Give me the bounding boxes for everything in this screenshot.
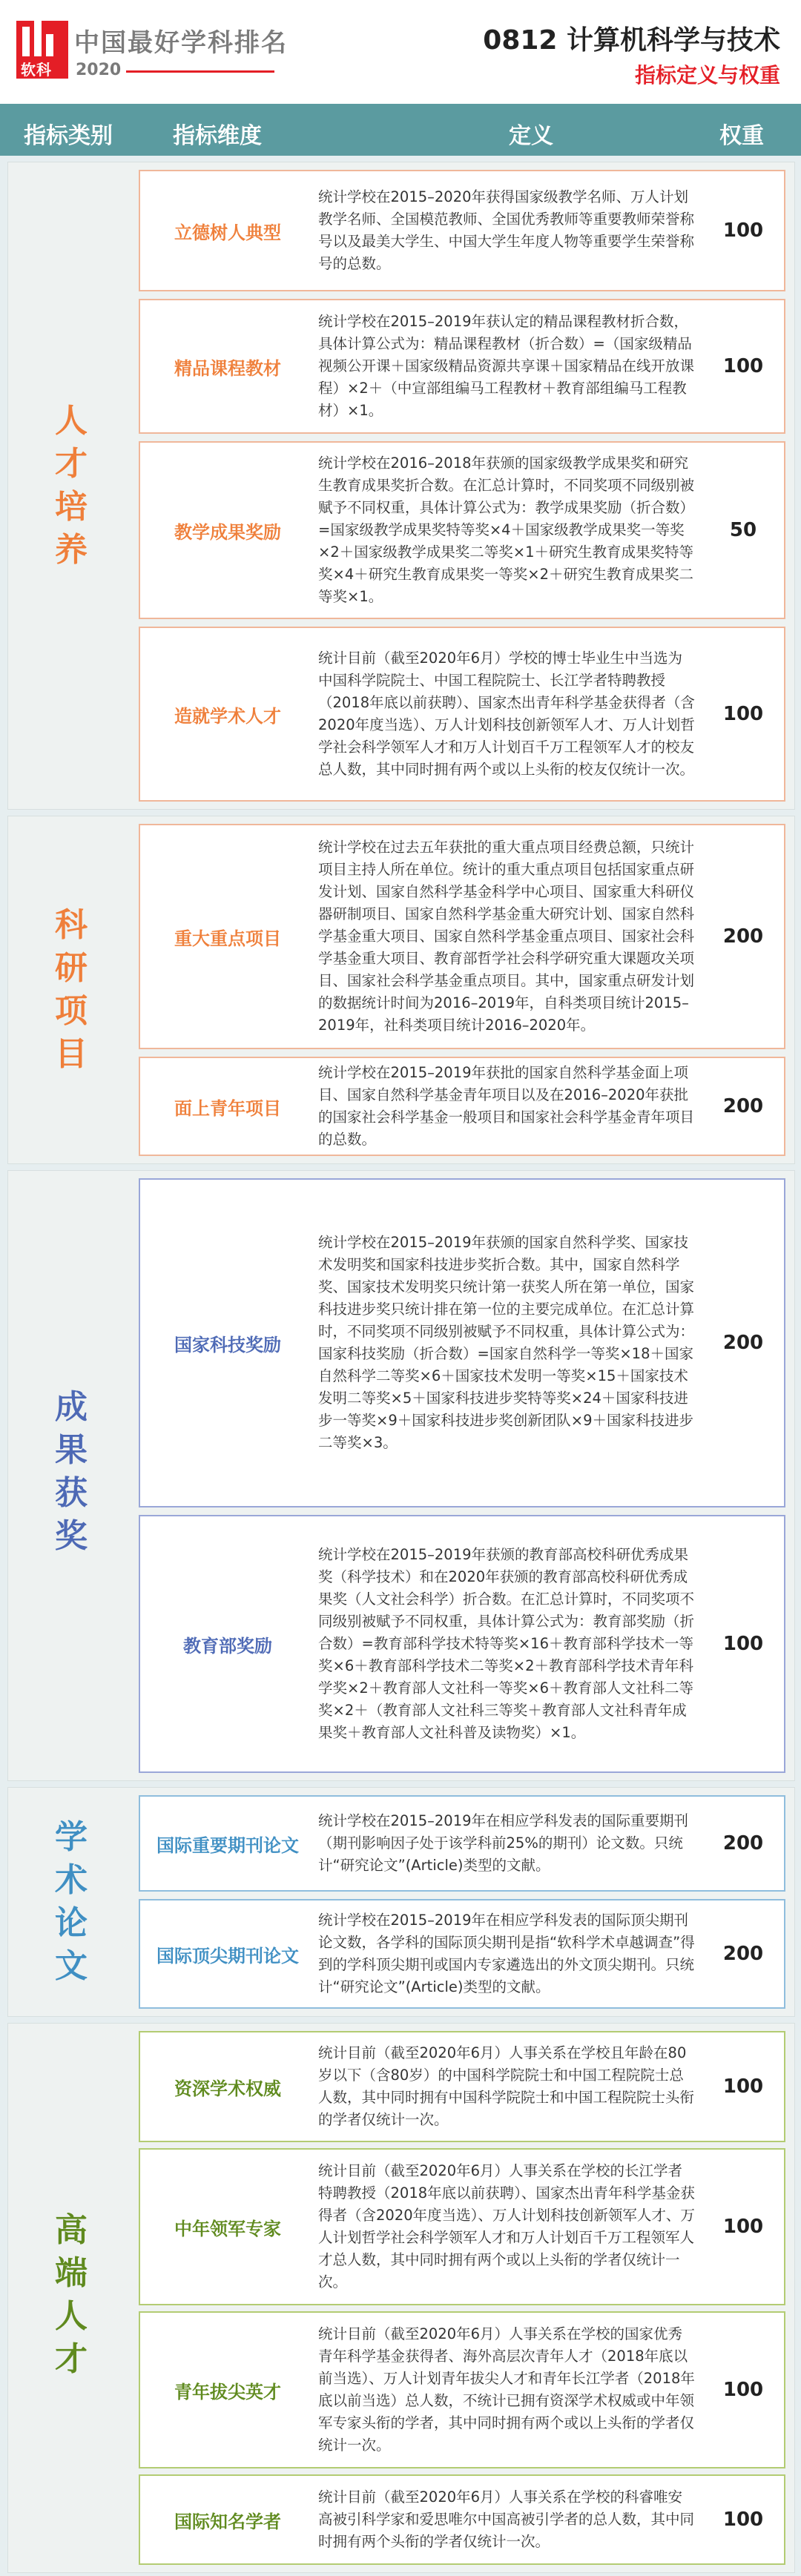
category-label: 学 术 论 文 <box>55 1818 88 1985</box>
table-row <box>139 1795 785 1892</box>
table-row <box>139 441 785 619</box>
section-awards <box>7 1170 795 1781</box>
definition-text: 统计学校在2015–2019年获颁的教育部高校科研优秀成果奖（科学技术）和在2020年获颁的教育部高校科研优秀成果奖（人文社会科学）折合数。在汇总计算时，不同奖项不同级别被赋予不同权重，具体计算公式为：教育部奖励（折合数）=教育部科学技术特等奖×16＋教育部科学技术一等奖×6＋教育部科学技术二等奖×2＋教育部科学技术青年科学奖×2＋教育部人文社科一等奖×6＋教育部人文社科二等奖×2＋（教育部人文社科三等奖＋教育部人文社科青年成果奖＋教育部人文社科普及读物奖）×1。 <box>318 1546 695 1741</box>
weight-value: 100 <box>722 1633 764 1655</box>
definition-text: 统计学校在过去五年获批的重大重点项目经费总额，只统计项目主持人所在单位。统计的重大重点项目包括国家重点研发计划、国家自然科学基金科学中心项目、国家重大科研仪器研制项目、国家自然科学基金重大研究计划、国家自然科学基金重大项目、国家自然科学基金重点项目、国家社会科学基金重大项目、教育部哲学社会科学研究重大课题攻关项目、国家社会科学基金重点项目。其中，国家重点研发计划的数据统计时间为2016–2019年，自科类项目统计2015–2019年，社科类项目统计2016–2020年。 <box>318 839 695 1034</box>
weight-value: 200 <box>722 1943 764 1965</box>
definition-text: 统计学校在2015–2019年在相应学科发表的国际顶尖期刊论文数，各学科的国际顶尖期刊是指“软科学术卓越调查”得到的学科顶尖期刊或国内专家遴选出的外文顶尖期刊。只统计“研究论文”(Article)类型的文献。 <box>318 1912 695 1995</box>
dimension-label: 国家科技奖励 <box>174 1334 281 1355</box>
weight-value: 200 <box>722 925 764 948</box>
dimension-label: 造就学术人才 <box>174 705 281 727</box>
table-header <box>0 104 801 156</box>
dimension-label: 资深学术权威 <box>174 2078 281 2099</box>
weight-value: 100 <box>722 2509 764 2531</box>
header-category: 指标类别 <box>24 123 113 149</box>
table-row <box>139 2311 785 2468</box>
dimension-label: 立德树人典型 <box>174 222 281 243</box>
subject-subtitle: 指标定义与权重 <box>634 63 780 87</box>
page-header <box>0 0 801 104</box>
category-label: 科 研 项 目 <box>55 906 88 1073</box>
dimension-label: 中年领军专家 <box>174 2218 281 2239</box>
table-row <box>139 2031 785 2142</box>
table-row <box>139 1515 785 1773</box>
table-row <box>139 2148 785 2305</box>
definition-text: 统计目前（截至2020年6月）人事关系在学校的长江学者特聘教授（2018年底以前获聘）、国家杰出青年科学基金获得者（含2020年度当选）、万人计划科技创新领军人才、万人计划哲学社会科学领军人才和万人计划百千万工程领军人才总人数，其中同时拥有两个或以上头衔的学者仅统计一次。 <box>318 2162 695 2291</box>
category-label: 人 才 培 养 <box>55 402 88 569</box>
definition-text: 统计目前（截至2020年6月）人事关系在学校的科睿唯安高被引科学家和爱思唯尔中国高被引学者的总人数，其中同时拥有两个头衔的学者仅统计一次。 <box>318 2489 695 2550</box>
weight-value: 200 <box>722 1332 764 1354</box>
header-definition: 定义 <box>509 123 553 149</box>
logo-text: 软科 <box>21 61 52 79</box>
definition-text: 统计学校在2015–2019年在相应学科发表的国际重要期刊（期刊影响因子处于该学科前25%的期刊）论文数。只统计“研究论文”(Article)类型的文献。 <box>318 1812 689 1874</box>
section-academic-papers <box>7 1787 795 2017</box>
weight-value: 200 <box>722 1095 764 1117</box>
weight-value: 100 <box>722 2075 764 2098</box>
subject-title: 0812 计算机科学与技术 <box>483 25 780 56</box>
ranking-logo <box>16 21 68 79</box>
dimension-label: 教育部奖励 <box>183 1635 272 1657</box>
table-row <box>139 170 785 291</box>
table-row <box>139 2474 785 2565</box>
weight-value: 100 <box>722 219 764 242</box>
category-label: 高 端 人 才 <box>55 2211 88 2378</box>
definition-text: 统计学校在2015–2020年获得国家级教学名师、万人计划教学名师、全国模范教师、全国优秀教师等重要教师荣誉称号以及最美大学生、中国大学生年度人物等重要学生荣誉称号的总数。 <box>318 188 695 272</box>
definition-text: 统计学校在2016–2018年获颁的国家级教学成果奖和研究生教育成果奖折合数。在汇总计算时，不同奖项不同级别被赋予不同权重，具体计算公式为：教学成果奖励（折合数）=国家级教学成果奖特等奖×4＋国家级教学成果奖一等奖×2＋国家级教学成果奖二等奖×1＋研究生教育成果奖特等奖×4＋研究生教育成果奖一等奖×2＋研究生教育成果奖二等奖×1。 <box>318 455 695 605</box>
section-talent-cultivation <box>7 162 795 810</box>
dimension-label: 面上青年项目 <box>174 1097 281 1119</box>
table-row <box>139 824 785 1049</box>
weight-value: 200 <box>722 1832 764 1855</box>
table-row <box>139 299 785 434</box>
section-high-end-talent <box>7 2023 795 2573</box>
definition-text: 统计目前（截至2020年6月）学校的博士毕业生中当选为中国科学院院士、中国工程院院士、长江学者特聘教授（2018年底以前获聘）、国家杰出青年科学基金获得者（含2020年度当选）、万人计划科技创新领军人才、万人计划哲学社会科学领军人才和万人计划百千万工程领军人才的校友总人数，其中同时拥有两个或以上头衔的校友仅统计一次。 <box>318 650 695 778</box>
header-dimension: 指标维度 <box>173 123 262 149</box>
definition-text: 统计目前（截至2020年6月）人事关系在学校的国家优秀青年科学基金获得者、海外高层次青年人才（2018年底以前当选）、万人计划青年拔尖人才和青年长江学者（2018年底以前当选）总人数，不统计已拥有资深学术权威或中年领军专家头衔的学者，其中同时拥有两个或以上头衔的学者仅统计一次。 <box>318 2325 695 2454</box>
dimension-label: 国际知名学者 <box>174 2511 281 2532</box>
definition-text: 统计学校在2015–2019年获颁的国家自然科学奖、国家技术发明奖和国家科技进步奖折合数。其中，国家自然科学奖、国家技术发明奖只统计第一获奖人所在第一单位，国家科技进步奖只统计排在第一位的主要完成单位。在汇总计算时，不同奖项不同级别被赋予不同权重，具体计算公式为：国家科技奖励（折合数）=国家自然科学一等奖×18＋国家自然科学二等奖×6＋国家技术发明一等奖×15＋国家技术发明二等奖×5＋国家科技进步奖特等奖×24＋国家科技进步一等奖×9＋国家科技进步奖创新团队×9＋国家科技进步二等奖×3。 <box>318 1234 695 1451</box>
dimension-label: 重大重点项目 <box>174 928 281 949</box>
dimension-label: 国际重要期刊论文 <box>156 1834 299 1856</box>
weight-value: 100 <box>722 703 764 725</box>
weight-value: 50 <box>729 519 757 541</box>
definition-text: 统计学校在2015–2019年获批的国家自然科学基金面上项目、国家自然科学基金青年项目以及在2016–2020年获批的国家社会科学基金一般项目和国家社会科学基金青年项目的总数。 <box>318 1064 695 1148</box>
table-row <box>139 627 785 802</box>
table-row <box>139 1057 785 1156</box>
header-weight: 权重 <box>719 123 764 149</box>
table-row <box>139 1899 785 2009</box>
weight-value: 100 <box>722 2216 764 2238</box>
table-row <box>139 1178 785 1507</box>
weight-value: 100 <box>722 355 764 377</box>
dimension-label: 国际顶尖期刊论文 <box>156 1945 299 1966</box>
brand-divider <box>126 70 274 73</box>
definition-text: 统计目前（截至2020年6月）人事关系在学校且年龄在80岁以下（含80岁）的中国科学院院士和中国工程院院士总人数，其中同时拥有中国科学院院士和中国工程院院士头衔的学者仅统计一次。 <box>318 2044 695 2128</box>
dimension-label: 青年拔尖英才 <box>174 2381 281 2402</box>
dimension-label: 精品课程教材 <box>174 357 281 379</box>
category-label: 成 果 获 奖 <box>55 1388 88 1555</box>
definition-text: 统计学校在2015–2019年获认定的精品课程教材折合数，具体计算公式为：精品课程教材（折合数）=（国家级精品视频公开课＋国家级精品资源共享课＋国家精品在线开放课程）×2＋（中宣部组编马工程教材＋教育部组编马工程教材）×1。 <box>318 313 695 419</box>
dimension-label: 教学成果奖励 <box>174 521 281 543</box>
brand-title: 中国最好学科排名 <box>74 28 288 58</box>
section-research-projects <box>7 816 795 1164</box>
brand-year: 2020 <box>76 61 122 79</box>
weight-value: 100 <box>722 2379 764 2401</box>
